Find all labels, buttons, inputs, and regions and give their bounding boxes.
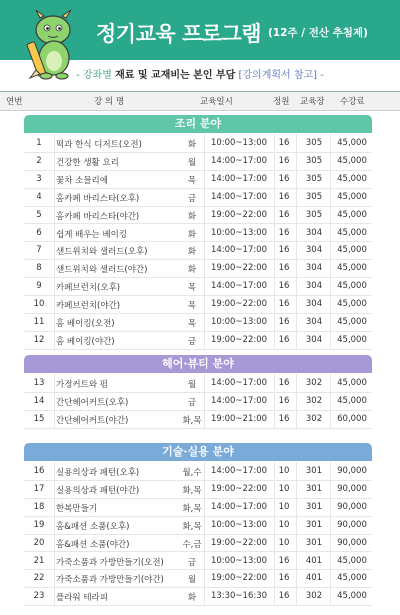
row-time: 19:00~22:00 (210, 573, 268, 584)
row-course-name: 떡과 한식 디저트(오전) (56, 140, 142, 150)
row-course-name: 가죽소품과 가방만들기(야간) (56, 575, 164, 586)
row-time: 19:00~22:00 (210, 334, 268, 345)
row-capacity: 16 (278, 263, 290, 274)
table-row (24, 374, 372, 393)
row-day: 화 (187, 211, 197, 222)
row-room: 304 (305, 245, 323, 256)
column-divider (54, 295, 55, 313)
row-course-name: 실용의상과 패턴(야간) (56, 485, 140, 496)
row-room: 304 (305, 299, 323, 310)
row-fee: 45,000 (337, 173, 367, 184)
column-divider (54, 480, 55, 498)
row-number: 15 (33, 413, 45, 424)
section-title: 헤어·뷰티 분야 (24, 355, 372, 373)
row-capacity: 16 (278, 138, 290, 148)
column-divider (54, 392, 55, 410)
column-divider (330, 569, 331, 587)
row-course-name: 카페브런치(오후) (56, 283, 121, 294)
row-room: 304 (305, 317, 323, 327)
column-divider (330, 134, 331, 152)
column-divider (54, 313, 55, 331)
row-number: 3 (36, 173, 42, 184)
column-divider (296, 295, 297, 313)
row-number: 4 (36, 191, 42, 202)
page-title: 정기교육 프로그램 (96, 22, 262, 46)
row-day: 금 (187, 397, 197, 408)
row-time: 14:00~17:00 (210, 501, 268, 512)
column-divider (54, 587, 55, 605)
row-day: 월 (187, 380, 197, 390)
notice-bold: 재료 및 교재비는 본인 부담 (115, 70, 236, 81)
table-row (24, 392, 372, 411)
row-fee: 45,000 (337, 334, 367, 345)
table-row (24, 480, 372, 499)
row-number: 21 (33, 555, 45, 566)
row-capacity: 10 (278, 501, 290, 512)
column-divider (54, 206, 55, 224)
page-subtitle: (12주 / 전산 추첨제) (268, 27, 368, 39)
row-room: 304 (305, 263, 323, 274)
row-room: 302 (305, 378, 323, 388)
column-divider (330, 188, 331, 206)
column-divider (330, 331, 331, 349)
table-row (24, 152, 372, 171)
section-title: 조리 분야 (24, 115, 372, 133)
row-capacity: 16 (278, 281, 290, 292)
row-fee: 60,000 (337, 413, 367, 424)
row-fee: 45,000 (337, 591, 367, 602)
table-row (24, 206, 372, 225)
column-divider (54, 498, 55, 516)
row-course-name: 플라워 테라피 (56, 593, 108, 604)
row-fee: 45,000 (337, 378, 367, 388)
row-capacity: 16 (278, 299, 290, 310)
table-row (24, 295, 372, 314)
row-day: 목 (187, 301, 197, 312)
row-time: 10:00~13:00 (210, 317, 268, 327)
row-capacity: 16 (278, 573, 290, 584)
col-fee: 수강료 (340, 97, 365, 107)
column-divider (330, 516, 331, 534)
row-day: 월,수 (182, 468, 202, 478)
row-day: 화 (187, 229, 197, 240)
table-row (24, 224, 372, 243)
row-room: 305 (305, 155, 323, 166)
col-name: 강 의 명 (94, 97, 125, 107)
row-number: 22 (33, 573, 45, 584)
row-fee: 45,000 (337, 138, 367, 148)
table-row (24, 170, 372, 189)
row-capacity: 16 (278, 334, 290, 345)
column-divider (54, 569, 55, 587)
column-divider (296, 241, 297, 259)
row-capacity: 16 (278, 317, 290, 327)
col-no: 연번 (6, 97, 23, 107)
row-fee: 45,000 (337, 245, 367, 256)
table-row (24, 331, 372, 350)
row-fee: 45,000 (337, 263, 367, 274)
table-row (24, 277, 372, 296)
column-divider (296, 552, 297, 570)
row-room: 302 (305, 591, 323, 602)
row-course-name: 홈 베이킹(야간) (56, 336, 115, 347)
row-time: 19:00~21:00 (210, 413, 268, 424)
row-capacity: 16 (278, 378, 290, 388)
row-room: 301 (305, 537, 323, 548)
row-course-name: 홈 베이킹(오전) (56, 319, 115, 329)
column-divider (54, 134, 55, 152)
row-capacity: 10 (278, 519, 290, 530)
table-row (24, 534, 372, 553)
row-course-name: 간단헤어커트(야간) (56, 415, 129, 426)
row-course-name: 쉽게 배우는 베이킹 (56, 229, 128, 240)
column-divider (296, 170, 297, 188)
row-fee: 45,000 (337, 155, 367, 166)
row-course-name: 카페브런치(야간) (56, 301, 121, 312)
row-number: 6 (36, 227, 42, 238)
row-room: 401 (305, 573, 323, 584)
column-divider (54, 241, 55, 259)
column-divider (330, 480, 331, 498)
column-divider (296, 516, 297, 534)
row-fee: 90,000 (337, 483, 367, 494)
row-course-name: 건강한 생활 요리 (56, 157, 119, 168)
row-day: 화,목 (182, 503, 202, 514)
table-row (24, 134, 372, 153)
column-divider (54, 462, 55, 480)
row-room: 304 (305, 227, 323, 238)
row-room: 302 (305, 395, 323, 406)
row-day: 월 (187, 575, 197, 586)
column-divider (54, 188, 55, 206)
row-number: 20 (33, 537, 45, 548)
column-divider (296, 152, 297, 170)
column-divider (54, 516, 55, 534)
row-time: 19:00~22:00 (210, 209, 268, 220)
row-time: 14:00~17:00 (210, 466, 268, 476)
column-divider (54, 170, 55, 188)
row-fee: 45,000 (337, 281, 367, 292)
row-course-name: 가죽소품과 가방만들기(오전) (56, 557, 164, 568)
row-fee: 45,000 (337, 209, 367, 220)
column-divider (296, 331, 297, 349)
row-capacity: 10 (278, 483, 290, 494)
row-number: 9 (36, 281, 42, 292)
row-time: 14:00~17:00 (210, 395, 268, 406)
row-time: 14:00~17:00 (210, 378, 268, 388)
row-time: 10:00~13:00 (210, 227, 268, 238)
row-time: 19:00~22:00 (210, 299, 268, 310)
column-divider (296, 498, 297, 516)
row-day: 수,금 (182, 539, 202, 550)
row-time: 10:00~13:00 (210, 519, 268, 530)
column-divider (330, 259, 331, 277)
row-day: 목 (187, 283, 197, 294)
table-row (24, 587, 372, 606)
row-room: 301 (305, 483, 323, 494)
row-capacity: 16 (278, 191, 290, 202)
row-capacity: 16 (278, 173, 290, 184)
row-number: 5 (36, 209, 42, 220)
row-course-name: 한복만들기 (56, 503, 98, 514)
column-divider (330, 374, 331, 392)
table-row (24, 516, 372, 535)
row-time: 13:30~16:30 (210, 591, 268, 602)
column-divider (330, 552, 331, 570)
row-number: 17 (33, 483, 45, 494)
row-fee: 90,000 (337, 501, 367, 512)
table-row (24, 313, 372, 332)
row-fee: 90,000 (337, 537, 367, 548)
row-capacity: 10 (278, 466, 290, 476)
row-time: 14:00~17:00 (210, 191, 268, 202)
column-divider (296, 206, 297, 224)
column-divider (330, 241, 331, 259)
column-divider (330, 152, 331, 170)
column-divider (330, 313, 331, 331)
col-capacity: 정원 (273, 97, 290, 107)
row-time: 10:00~13:00 (210, 138, 268, 148)
column-divider (330, 410, 331, 428)
row-capacity: 16 (278, 591, 290, 602)
row-day: 화 (187, 593, 197, 604)
column-divider (330, 206, 331, 224)
column-divider (296, 313, 297, 331)
row-course-name: 꽃차 소믈리에 (56, 175, 108, 186)
table-row (24, 552, 372, 571)
column-divider (330, 170, 331, 188)
row-capacity: 16 (278, 227, 290, 238)
row-course-name: 실용의상과 패턴(오후) (56, 468, 140, 478)
row-fee: 45,000 (337, 227, 367, 238)
row-fee: 45,000 (337, 191, 367, 202)
row-room: 401 (305, 555, 323, 566)
column-divider (296, 462, 297, 480)
row-day: 목 (187, 319, 197, 329)
notice-ref: [강의계획서 참고] (238, 70, 318, 81)
column-divider (296, 392, 297, 410)
row-number: 10 (33, 299, 45, 310)
row-day: 화,목 (182, 521, 202, 532)
row-day: 금 (187, 557, 197, 568)
row-capacity: 16 (278, 555, 290, 566)
table-row (24, 259, 372, 278)
column-divider (54, 152, 55, 170)
column-divider (296, 410, 297, 428)
column-divider (54, 552, 55, 570)
row-number: 2 (36, 155, 42, 166)
row-time: 14:00~17:00 (210, 245, 268, 256)
column-divider (330, 392, 331, 410)
table-row (24, 498, 372, 517)
column-divider (330, 277, 331, 295)
row-day: 월 (187, 157, 197, 168)
row-time: 19:00~22:00 (210, 537, 268, 548)
col-schedule: 교육일시 (200, 97, 233, 107)
row-number: 14 (33, 395, 45, 406)
row-room: 305 (305, 191, 323, 202)
row-number: 16 (33, 466, 45, 476)
row-fee: 45,000 (337, 555, 367, 566)
row-room: 301 (305, 501, 323, 512)
column-divider (296, 534, 297, 552)
row-number: 13 (33, 378, 45, 388)
column-divider (296, 480, 297, 498)
row-course-name: 샌드위치와 샐러드(야간) (56, 265, 148, 276)
row-day: 화,목 (182, 415, 202, 426)
row-time: 19:00~22:00 (210, 483, 268, 494)
column-divider (54, 277, 55, 295)
row-course-name: 홈카페 바리스타(야간) (56, 211, 140, 222)
column-divider (330, 498, 331, 516)
row-room: 304 (305, 281, 323, 292)
row-room: 301 (305, 466, 323, 476)
row-day: 화,목 (182, 485, 202, 496)
column-divider (54, 331, 55, 349)
notice-line (0, 66, 400, 81)
row-capacity: 16 (278, 245, 290, 256)
column-divider (54, 224, 55, 242)
row-number: 23 (33, 591, 45, 602)
row-fee: 45,000 (337, 573, 367, 584)
column-divider (330, 462, 331, 480)
column-divider (54, 410, 55, 428)
column-divider (296, 224, 297, 242)
column-divider (330, 224, 331, 242)
row-room: 305 (305, 209, 323, 220)
col-room: 교육장 (300, 97, 325, 107)
row-number: 8 (36, 263, 42, 274)
column-divider (296, 569, 297, 587)
row-room: 305 (305, 138, 323, 148)
table-row (24, 188, 372, 207)
notice-prefix: - 강좌별 (76, 70, 112, 81)
row-number: 19 (33, 519, 45, 530)
row-time: 14:00~17:00 (210, 281, 268, 292)
section-title: 기술·실용 분야 (24, 443, 372, 461)
column-divider (296, 188, 297, 206)
row-number: 12 (33, 334, 45, 345)
row-room: 302 (305, 413, 323, 424)
row-course-name: 홈카페 바리스타(오후) (56, 193, 140, 204)
column-divider (296, 259, 297, 277)
row-fee: 90,000 (337, 466, 367, 476)
row-capacity: 16 (278, 413, 290, 424)
row-day: 화 (187, 140, 197, 150)
column-divider (54, 374, 55, 392)
row-capacity: 16 (278, 209, 290, 220)
column-divider (330, 295, 331, 313)
row-course-name: 홈&패션 소품(오후) (56, 521, 130, 532)
column-divider (54, 259, 55, 277)
row-number: 1 (36, 138, 42, 148)
row-fee: 45,000 (337, 299, 367, 310)
row-day: 화 (187, 265, 197, 276)
column-divider (296, 374, 297, 392)
table-row (24, 462, 372, 481)
row-day: 금 (187, 336, 197, 347)
table-header (0, 91, 400, 111)
table-row (24, 241, 372, 260)
notice-suffix: - (320, 70, 324, 81)
row-capacity: 10 (278, 537, 290, 548)
column-divider (330, 534, 331, 552)
row-course-name: 홈&패션 소품(야간) (56, 539, 130, 550)
row-fee: 90,000 (337, 519, 367, 530)
row-course-name: 간단헤어커트(오후) (56, 397, 129, 408)
table-row (24, 569, 372, 588)
table-row (24, 410, 372, 429)
row-number: 7 (36, 245, 42, 256)
row-capacity: 16 (278, 155, 290, 166)
column-divider (296, 587, 297, 605)
column-divider (296, 134, 297, 152)
row-time: 14:00~17:00 (210, 155, 268, 166)
row-time: 19:00~22:00 (210, 263, 268, 274)
row-room: 305 (305, 173, 323, 184)
row-fee: 45,000 (337, 395, 367, 406)
row-capacity: 16 (278, 395, 290, 406)
column-divider (330, 587, 331, 605)
row-room: 304 (305, 334, 323, 345)
row-fee: 45,000 (337, 317, 367, 327)
row-day: 화 (187, 247, 197, 258)
row-course-name: 샌드위치와 샐러드(오후) (56, 247, 148, 258)
row-day: 금 (187, 193, 197, 204)
column-divider (296, 277, 297, 295)
row-course-name: 가정커트와 펌 (56, 380, 108, 390)
row-number: 18 (33, 501, 45, 512)
row-number: 11 (33, 317, 45, 327)
row-time: 14:00~17:00 (210, 173, 268, 184)
column-divider (54, 534, 55, 552)
row-time: 10:00~13:00 (210, 555, 268, 566)
row-room: 301 (305, 519, 323, 530)
row-day: 목 (187, 175, 197, 186)
